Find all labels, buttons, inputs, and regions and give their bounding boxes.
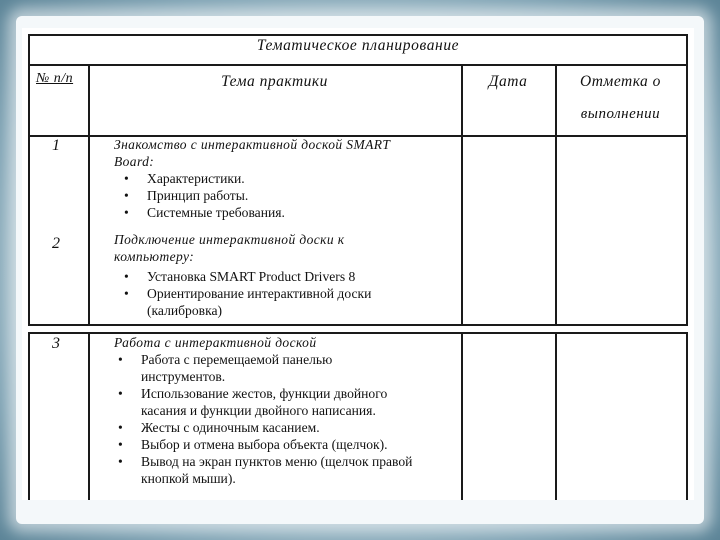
list-item: • Характеристики.: [114, 170, 460, 187]
list-item: • Выбор и отмена выбора объекта (щелчок).: [108, 436, 460, 453]
list-item: • Системные требования.: [114, 204, 460, 221]
table-border-left: [28, 34, 30, 326]
row-1-heading-line2: Board:: [114, 154, 155, 169]
header-number: № п/п: [36, 71, 74, 86]
title-separator: [28, 64, 688, 66]
row-1-heading-line1: Знакомство с интерактивной доской SMART: [114, 137, 391, 152]
header-mark-line1: Отметка о: [580, 73, 661, 90]
list-item: • Принцип работы.: [114, 187, 460, 204]
table-border-right: [686, 332, 688, 500]
list-item: • Жесты с одиночным касанием.: [108, 419, 460, 436]
plan-table-part-2: [28, 332, 688, 500]
table-title: Тематическое планирование: [256, 37, 460, 54]
row-2-topic: [114, 231, 460, 319]
list-item: • Работа с перемещаемой панелью: [108, 351, 460, 368]
list-item: • Ориентирование интерактивной доски: [114, 285, 460, 302]
column-divider-topic: [461, 64, 463, 326]
table-border-bottom: [28, 324, 688, 326]
table-border-left: [28, 332, 30, 500]
row-2-bullet-list: [114, 268, 460, 319]
row-3-topic: [114, 334, 460, 487]
table-border-right: [686, 34, 688, 326]
list-item: касания и функции двойного написания.: [141, 403, 376, 418]
row-3-heading: Работа с интерактивной доской: [114, 335, 317, 350]
column-divider-topic: [461, 332, 463, 500]
list-item: • Вывод на экран пунктов меню (щелчок правой: [108, 453, 460, 470]
row-2-number: 2: [52, 235, 60, 252]
header-date: Дата: [488, 73, 528, 90]
column-divider-num: [88, 64, 90, 326]
plan-table-part-1: [28, 34, 688, 326]
table-border-top: [28, 34, 688, 36]
row-3-bullet-list: [108, 351, 460, 487]
column-divider-num: [88, 332, 90, 500]
list-item: • Установка SMART Product Drivers 8: [114, 268, 460, 285]
list-item: кнопкой мыши).: [141, 471, 236, 486]
column-divider-date: [555, 332, 557, 500]
row-2-heading-line2: компьютеру:: [114, 249, 195, 264]
row-1-topic: [114, 136, 460, 221]
header-topic: Тема практики: [221, 73, 328, 90]
row-1-number: 1: [52, 137, 60, 154]
column-divider-date: [555, 64, 557, 326]
list-item: инструментов.: [141, 369, 226, 384]
header-mark-line2: выполнении: [580, 106, 661, 122]
list-item: • Использование жестов, функции двойного: [108, 385, 460, 402]
row-1-bullet-list: [114, 170, 460, 221]
row-2-heading-line1: Подключение интерактивной доски к: [114, 232, 345, 247]
row-3-number: 3: [52, 335, 60, 352]
list-item: (калибровка): [147, 303, 223, 318]
